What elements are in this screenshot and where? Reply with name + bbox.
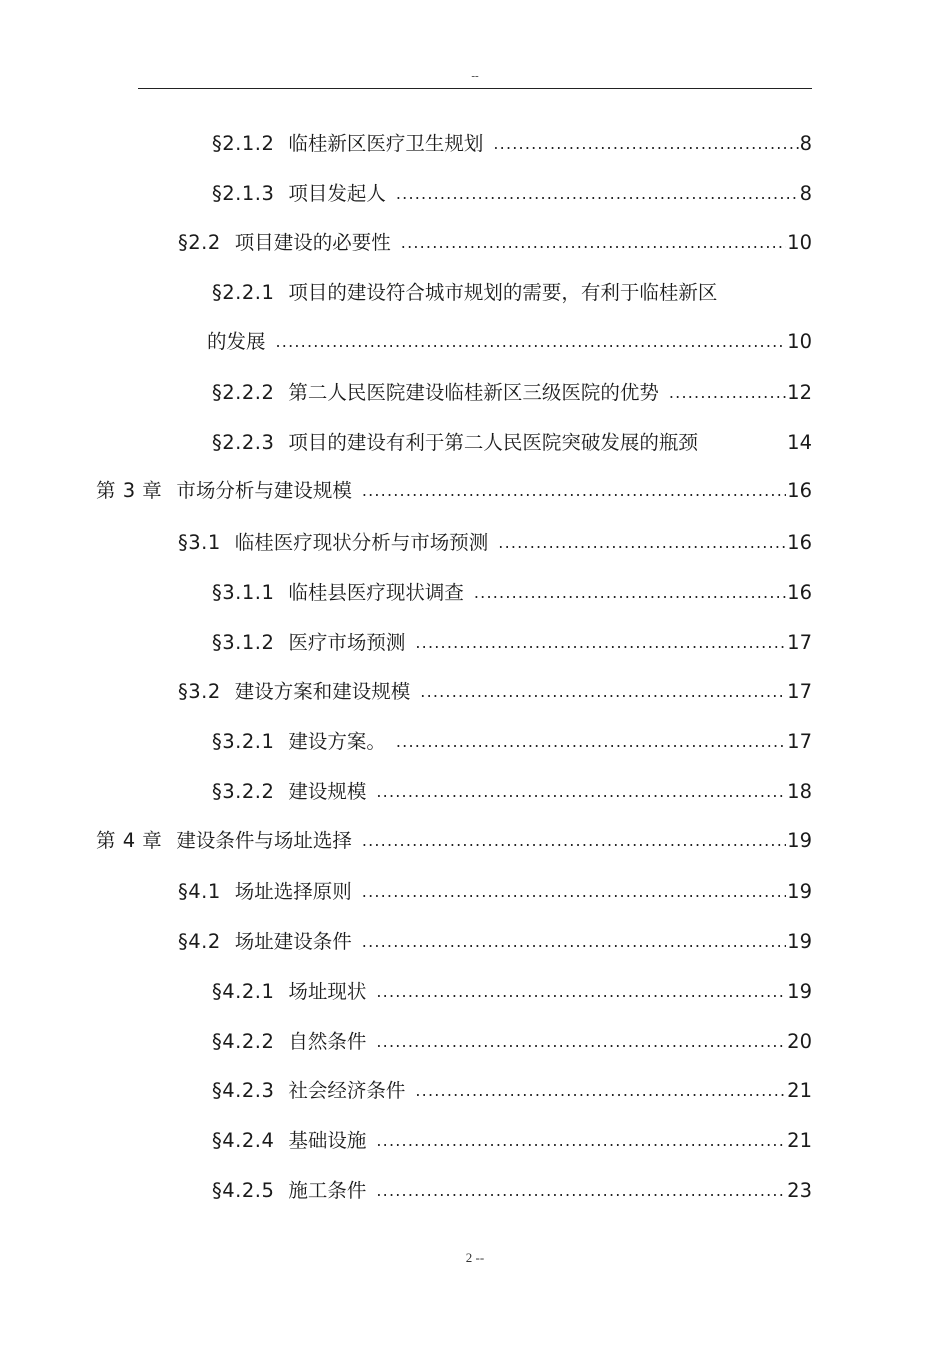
toc-entry-number: §3.1 <box>178 531 221 554</box>
toc-entry-page: 16 <box>787 531 812 554</box>
toc-entry[interactable] <box>178 927 812 957</box>
toc-dot-leader <box>376 1030 786 1054</box>
toc-entry-title: 临桂新区医疗卫生规划 <box>288 132 484 155</box>
toc-entry-number: §2.1.2 <box>212 132 275 155</box>
toc-entry-title: 自然条件 <box>288 1030 367 1053</box>
toc-entry-number: §4.2.2 <box>212 1030 275 1053</box>
toc-entry[interactable] <box>178 528 812 558</box>
toc-entry[interactable] <box>178 228 812 258</box>
toc-entry-number: §2.2 <box>178 231 221 254</box>
toc-entry[interactable] <box>212 727 812 757</box>
toc-entry-page: 10 <box>787 231 812 254</box>
toc-entry-title: 医疗市场预测 <box>288 631 406 654</box>
toc-entry-page: 8 <box>799 182 812 205</box>
toc-entry-title: 建设条件与场址选择 <box>176 829 352 852</box>
toc-entry[interactable] <box>178 877 812 907</box>
toc-entry[interactable] <box>212 1027 812 1057</box>
toc-entry-number: §3.1.2 <box>212 631 275 654</box>
toc-entry-number: §4.2.1 <box>212 980 275 1003</box>
toc-entry[interactable] <box>212 1176 812 1206</box>
toc-dot-leader <box>415 631 786 655</box>
toc-entry-title: 社会经济条件 <box>288 1079 406 1102</box>
toc-entry-page: 19 <box>787 829 812 852</box>
toc-entry-title: 项目建设的必要性 <box>234 231 391 254</box>
toc-entry-page: 20 <box>787 1030 812 1053</box>
toc-entry-title: 第二人民医院建设临桂新区三级医院的优势 <box>288 381 659 404</box>
toc-entry[interactable] <box>212 578 812 608</box>
toc-entry[interactable] <box>212 179 812 209</box>
toc-entry-number: §4.2.5 <box>212 1179 275 1202</box>
toc-entry-number: §2.2.3 <box>212 431 275 454</box>
toc-entry-number: §3.2.2 <box>212 780 275 803</box>
toc-entry-page: 19 <box>787 880 812 903</box>
toc-dot-leader <box>376 980 786 1004</box>
toc-entry-page: 19 <box>787 980 812 1003</box>
toc-dot-leader <box>474 581 786 605</box>
toc-entry-number: §3.2.1 <box>212 730 275 753</box>
toc-entry-title: 项目的建设符合城市规划的需要，有利于临桂新区 <box>288 281 718 304</box>
toc-dot-leader <box>401 231 786 255</box>
toc-dot-leader <box>396 730 786 754</box>
toc-entry-title: 建设方案。 <box>288 730 386 753</box>
toc-entry-page: 16 <box>787 479 812 502</box>
toc-entry-number: 第 4 章 <box>96 829 163 852</box>
toc-entry-title: 临桂县医疗现状调查 <box>288 581 464 604</box>
page-footer: 2 -- <box>465 1250 485 1265</box>
toc-entry-title: 施工条件 <box>288 1179 367 1202</box>
toc-entry-page: 18 <box>787 780 812 803</box>
toc-entry-number: §4.2.4 <box>212 1129 275 1152</box>
toc-entry-number: §4.1 <box>178 880 221 903</box>
header-rule <box>138 88 812 89</box>
toc-entry-title: 建设规模 <box>288 780 367 803</box>
toc-entry-title: 项目的建设有利于第二人民医院突破发展的瓶颈 <box>288 431 698 454</box>
toc-dot-leader <box>669 381 786 405</box>
toc-entry-page: 23 <box>787 1179 812 1202</box>
toc-entry-page: 10 <box>787 330 812 353</box>
toc-entry-title: 场址选择原则 <box>234 880 352 903</box>
toc-entry-page: 17 <box>787 631 812 654</box>
toc-dot-leader <box>415 1079 786 1103</box>
toc-dot-leader <box>276 330 787 354</box>
toc-entry[interactable] <box>212 777 812 807</box>
toc-entry-page: 12 <box>787 381 812 404</box>
toc-entry-title: 场址建设条件 <box>234 930 352 953</box>
toc-entry[interactable] <box>212 1076 812 1106</box>
toc-entry-page: 21 <box>787 1129 812 1152</box>
toc-dot-leader <box>362 829 786 853</box>
toc-entry-number: 第 3 章 <box>96 479 163 502</box>
toc-dot-leader <box>396 182 799 206</box>
toc-dot-leader <box>362 880 786 904</box>
toc-entry-page: 17 <box>787 680 812 703</box>
toc-dot-leader <box>493 132 798 156</box>
toc-entry-number: §3.1.1 <box>212 581 275 604</box>
toc-chapter-entry[interactable] <box>96 476 812 506</box>
toc-entry-number: §2.2.2 <box>212 381 275 404</box>
toc-dot-leader <box>362 930 786 954</box>
toc-entry-title: 建设方案和建设规模 <box>234 680 411 703</box>
toc-entry[interactable] <box>212 278 812 308</box>
page-header-mark: -- <box>471 70 479 82</box>
toc-entry[interactable] <box>212 129 812 159</box>
toc-dot-leader <box>376 780 786 804</box>
toc-entry-page: 14 <box>787 431 812 454</box>
toc-entry-page: 8 <box>799 132 812 155</box>
toc-entry-number: §2.2.1 <box>212 281 275 304</box>
toc-entry[interactable] <box>212 378 812 408</box>
toc-entry[interactable] <box>178 677 812 707</box>
toc-entry-page: 21 <box>787 1079 812 1102</box>
toc-entry-title: 的发展 <box>207 330 266 353</box>
toc-entry-title: 基础设施 <box>288 1129 367 1152</box>
toc-dot-leader <box>420 680 786 704</box>
toc-entry-number: §3.2 <box>178 680 221 703</box>
toc-entry-continuation[interactable] <box>207 327 812 357</box>
toc-entry-page: 17 <box>787 730 812 753</box>
toc-entry-title: 市场分析与建设规模 <box>176 479 352 502</box>
toc-entry-title: 临桂医疗现状分析与市场预测 <box>234 531 489 554</box>
toc-dot-leader <box>376 1129 786 1153</box>
toc-entry-page: 19 <box>787 930 812 953</box>
toc-entry-number: §4.2 <box>178 930 221 953</box>
toc-dot-leader <box>376 1179 786 1203</box>
toc-dot-leader <box>362 479 786 503</box>
toc-dot-leader <box>498 531 786 555</box>
toc-entry[interactable] <box>212 977 812 1007</box>
toc-entry[interactable] <box>212 1126 812 1156</box>
toc-chapter-entry[interactable] <box>96 826 812 856</box>
toc-entry-title: 场址现状 <box>288 980 367 1003</box>
toc-entry-page: 16 <box>787 581 812 604</box>
toc-entry[interactable] <box>212 428 812 458</box>
toc-entry-number: §4.2.3 <box>212 1079 275 1102</box>
toc-entry-number: §2.1.3 <box>212 182 275 205</box>
toc-entry[interactable] <box>212 628 812 658</box>
toc-entry-title: 项目发起人 <box>288 182 386 205</box>
